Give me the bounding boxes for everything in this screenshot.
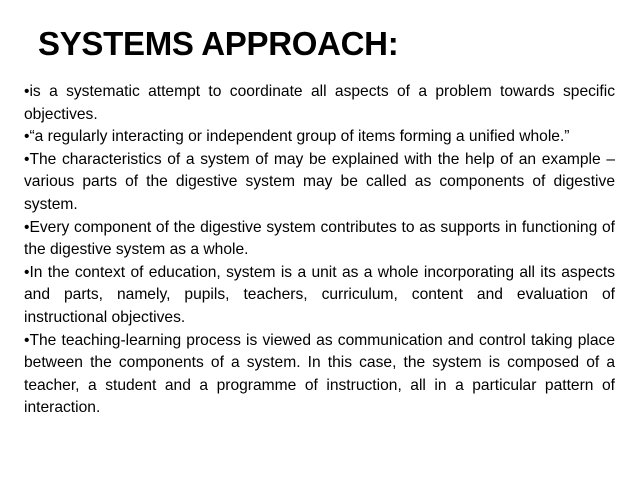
bullet-item: •The teaching-learning process is viewed as communication and control taking place between the components of a system. In this case, the system is composed of a teacher, a student and a programme of instruction, all in a particular pattern of interaction. <box>24 331 615 417</box>
bullet-item: •In the context of education, system is a unit as a whole incorporating all its aspects and parts, namely, pupils, teachers, curriculum, content and evaluation of instructional objectives. <box>24 263 615 326</box>
bullet-item: •is a systematic attempt to coordinate all aspects of a problem towards specific objectives. <box>24 83 615 123</box>
bullet-item: •The characteristics of a system of may be explained with the help of an example – various parts of the digestive system may be called as components of digestive system. <box>24 150 615 213</box>
bullet-item: •Every component of the digestive system contributes to as supports in functioning of the digestive system as a whole. <box>24 218 615 259</box>
slide-title: SYSTEMS APPROACH: <box>38 25 399 62</box>
bullet-list <box>24 81 615 420</box>
bullet-item: •“a regularly interacting or independent group of items forming a unified whole.” <box>24 128 570 146</box>
